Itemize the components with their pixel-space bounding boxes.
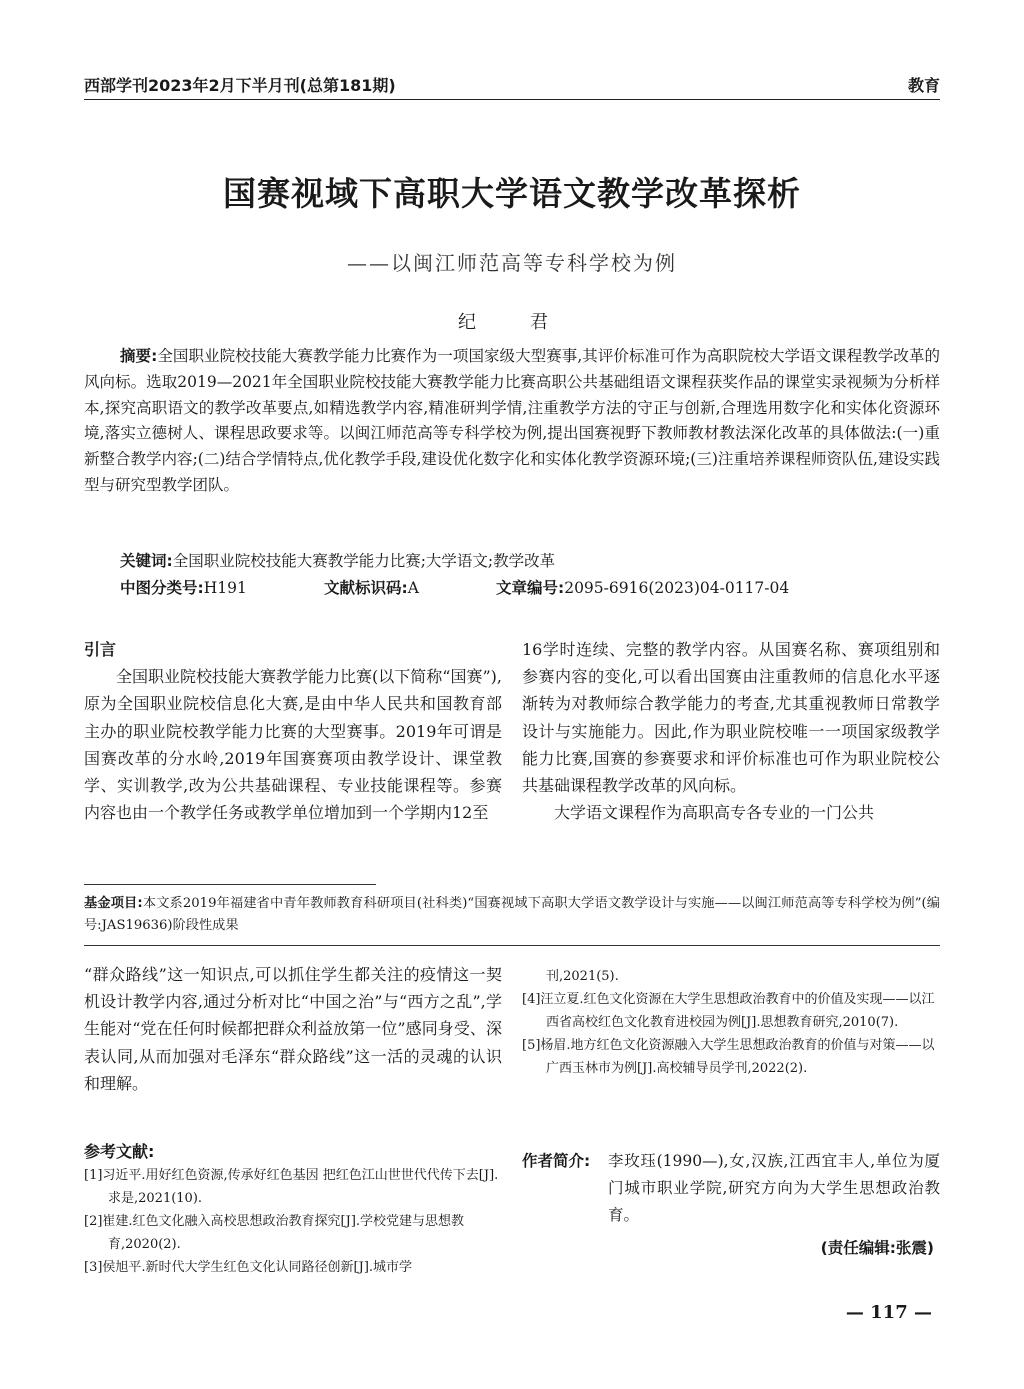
article-number	[496, 576, 789, 598]
responsible-editor: (责任编辑:张震)	[820, 1239, 934, 1257]
classification-row	[120, 576, 940, 602]
reference-continued: 刊,2021(5).	[546, 969, 619, 984]
art-value: 2095-6916(2023)04-0117-04	[564, 579, 790, 597]
reference-item: [5]杨眉.地方红色文化资源融入大学生思想政治教育的价值与对策——以广西玉林市为例[J].高校辅导员学刊,2022(2).	[522, 1038, 935, 1076]
conclusion-text: “群众路线”这一知识点,可以抓住学生都关注的疫情这一契机设计教学内容,通过分析对比“中国之治”与“西方之乱”,学生能对“党在任何时候都把群众利益放第一位”感同身受、深表认同,从而加强对毛泽东“群众路线”这一活的灵魂的认识和理解。	[84, 965, 502, 1093]
clc-number	[120, 576, 247, 598]
intro-paragraph-2: 大学语文课程作为高职高专各专业的一门公共	[554, 803, 875, 823]
reference-item: [1]习近平.用好红色资源,传承好红色基因 把红色江山世世代代传下去[J].求是,2021(10).	[84, 1168, 499, 1206]
section-tag: 教育	[907, 76, 940, 95]
doc-code	[324, 576, 419, 598]
clc-value: H191	[203, 579, 247, 597]
doc-label: 文献标识码:	[324, 579, 408, 597]
author-name: 纪 君	[458, 312, 566, 333]
keywords	[120, 548, 940, 574]
reference-item: [3]侯旭平.新时代大学生红色文化认同路径创新[J].城市学	[84, 1260, 413, 1275]
intro-heading: 引言	[84, 640, 117, 659]
bio-label: 作者简介:	[522, 1152, 591, 1170]
doc-value: A	[407, 579, 419, 597]
journal-title: 西部学刊2023年2月下半月刊(总第181期)	[84, 76, 396, 95]
clc-label: 中图分类号:	[120, 579, 204, 597]
funding-label: 基金项目:	[84, 896, 143, 911]
section-divider	[84, 945, 940, 946]
intro-left-column	[84, 636, 502, 826]
bio-text: 李玫珏(1990—),女,汉族,江西宜丰人,单位为厦门城市职业学院,研究方向为大学生思想政治教育。	[608, 1152, 940, 1224]
running-header	[84, 73, 940, 99]
abstract-text: 全国职业院校技能大赛教学能力比赛作为一项国家级大型赛事,其评价标准可作为高职院校大学语文课程教学改革的风向标。选取2019—2021年全国职业院校技能大赛教学能力比赛高职公共基础组语文课程获奖作品的课堂实录视频为分析样本,探究高职语文的教学改革要点,如精选教学内容,精准研判学情,注重教学方法的守正与创新,合理选用数字化和实体化资源环境,落实立德树人、课程思政要求等。以闽江师范高等专科学校为例,提出国赛视野下教师教材教法深化改革的具体做法:(一)重新整合教学内容;(二)结合学情特点,优化教学手段,建设优化数字化和实体化教学资源环境;(三)注重培养课程师资队伍,建设实践型与研究型教学团队。	[84, 347, 940, 494]
references-title: 参考文献:	[84, 1142, 155, 1161]
article-subtitle: ——以闽江师范高等专科学校为例	[347, 251, 677, 275]
footnote-rule	[84, 884, 376, 885]
reference-item: [4]汪立夏.红色文化资源在大学生思想政治教育中的价值及实现——以江西省高校红色文化教育进校园为例[J].思想教育研究,2010(7).	[522, 992, 935, 1030]
keywords-text: 全国职业院校技能大赛教学能力比赛;大学语文;教学改革	[172, 552, 556, 570]
abstract-label: 摘要:	[120, 347, 158, 365]
intro-paragraph: 全国职业院校技能大赛教学能力比赛(以下简称“国赛”),原为全国职业院校信息化大赛,是由中华人民共和国教育部主办的职业院校教学能力比赛的大型赛事。2019年可谓是国赛改革的分水岭,2019年国赛赛项由教学设计、课堂教学、实训教学,改为公共基础课程、专业技能课程等。参赛内容也由一个教学任务或教学单位增加到一个学期内12至	[84, 667, 502, 823]
header-rule	[84, 99, 940, 100]
article-title: 国赛视域下高职大学语文教学改革探析	[223, 174, 801, 213]
references-list-right	[522, 965, 940, 1080]
reference-item: [2]崔建.红色文化融入高校思想政治教育探究[J].学校党建与思想教育,2020(2).	[84, 1214, 465, 1252]
abstract	[84, 344, 940, 499]
art-label: 文章编号:	[496, 579, 565, 597]
references-list-left	[84, 1164, 502, 1279]
intro-paragraph-continued: 16学时连续、完整的教学内容。从国赛名称、赛项组别和参赛内容的变化,可以看出国赛由注重教师的信息化水平逐渐转为对教师综合教学能力的考查,尤其重视教师日常教学设计与实施能力。因此,作为职业院校唯一一项国家级教学能力比赛,国赛的参赛要求和评价标准也可作为职业院校公共基础课程教学改革的风向标。	[522, 640, 940, 796]
keywords-label: 关键词:	[120, 552, 173, 570]
funding-text: 本文系2019年福建省中青年教师教育科研项目(社科类)“国赛视域下高职大学语文教学设计与实施——以闽江师范高等专科学校为例”(编号:JAS19636)阶段性成果	[84, 896, 940, 933]
funding-note	[84, 893, 940, 937]
page-number: — 117 —	[845, 1302, 932, 1323]
intro-right-column	[522, 636, 940, 826]
